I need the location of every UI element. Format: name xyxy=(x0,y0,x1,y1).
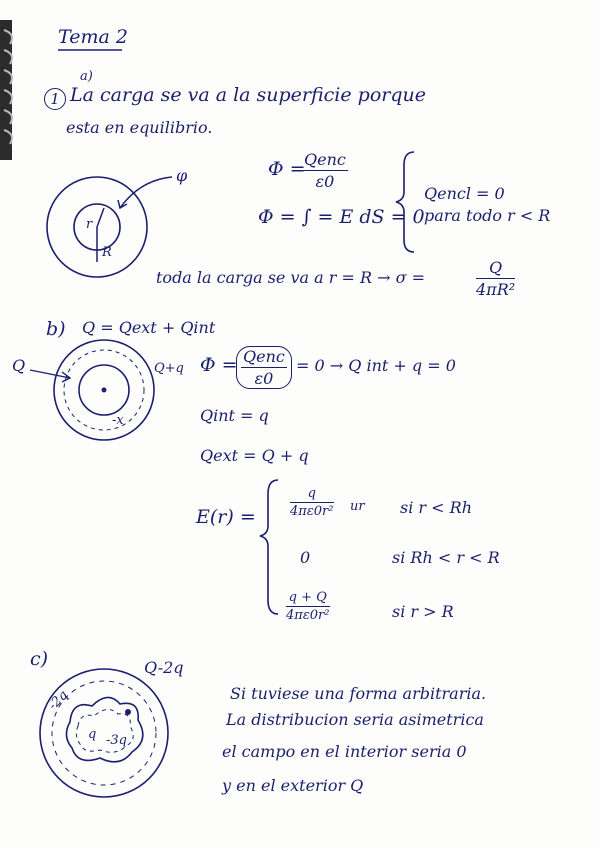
part-a-line1: La carga se va a la superficie porque xyxy=(70,84,426,106)
sigma-numerator: Q xyxy=(476,258,515,279)
radius-big-label: R xyxy=(102,245,112,260)
case1-unit-vector: ur xyxy=(350,499,365,514)
q-int-equation: Qint = q xyxy=(200,406,269,425)
charge-relation: Q = Qext + Qint xyxy=(82,318,216,337)
cavity-charge-label: q xyxy=(88,727,97,742)
flux-equation-lhs: Φ = xyxy=(268,158,306,180)
flux-integral: Φ = ∫ = E dS = 0 xyxy=(258,206,425,228)
flux-b-denominator: ε0 xyxy=(254,369,274,388)
case2-condition: si Rh < r < R xyxy=(392,548,500,567)
radius-small-label: r xyxy=(86,217,93,232)
problem-number: 1 xyxy=(44,88,66,110)
inner-label: -x xyxy=(112,413,124,428)
case3-denominator: 4πε0r² xyxy=(286,608,330,623)
flux-numerator: Qenc xyxy=(304,150,346,169)
shell-label-right: Q+q xyxy=(154,361,184,376)
case3-numerator: q + Q xyxy=(286,590,330,607)
part-b-letter: b) xyxy=(46,318,66,340)
case1-condition: si r < Rh xyxy=(400,498,472,517)
conclusion-a: toda la carga se va a r = R → σ = xyxy=(156,268,426,287)
case2-value: 0 xyxy=(300,548,311,567)
flux-eq-b-lhs: Φ = xyxy=(200,354,238,376)
sigma-denominator: 4πR² xyxy=(476,280,516,299)
cavity-induced-label: -3q xyxy=(106,733,127,748)
brace-condition-2: para todo r < R xyxy=(424,206,551,225)
part-c-line3: el campo en el interior seria 0 xyxy=(222,742,467,761)
case1-numerator: q xyxy=(290,486,334,503)
part-c-line4: y en el exterior Q xyxy=(222,776,364,795)
field-lhs: E(r) = xyxy=(196,506,256,528)
brace-condition-1: Qencl = 0 xyxy=(424,184,505,203)
q-ext-equation: Qext = Q + q xyxy=(200,446,309,465)
charge-label-phi: φ xyxy=(176,166,188,185)
part-c-line1: Si tuviese una forma arbitraria. xyxy=(230,684,487,703)
flux-b-numerator: Qenc xyxy=(243,347,285,366)
case1-denominator: 4πε0r² xyxy=(290,504,334,519)
flux-eq-b-rhs: = 0 → Q int + q = 0 xyxy=(296,356,456,375)
flux-denominator: ε0 xyxy=(315,172,335,191)
page-title: Tema 2 xyxy=(58,26,128,48)
part-a-letter: a) xyxy=(80,69,93,84)
case3-condition: si r > R xyxy=(392,602,454,621)
part-c-letter: c) xyxy=(30,648,49,670)
part-c-line2: La distribucion seria asimetrica xyxy=(226,710,484,729)
part-a-line2: esta en equilibrio. xyxy=(66,118,213,137)
outer-charge-label: Q-2q xyxy=(144,658,184,677)
shell-charge-label: -2q xyxy=(45,687,72,714)
shell-label-left: Q xyxy=(12,356,26,375)
